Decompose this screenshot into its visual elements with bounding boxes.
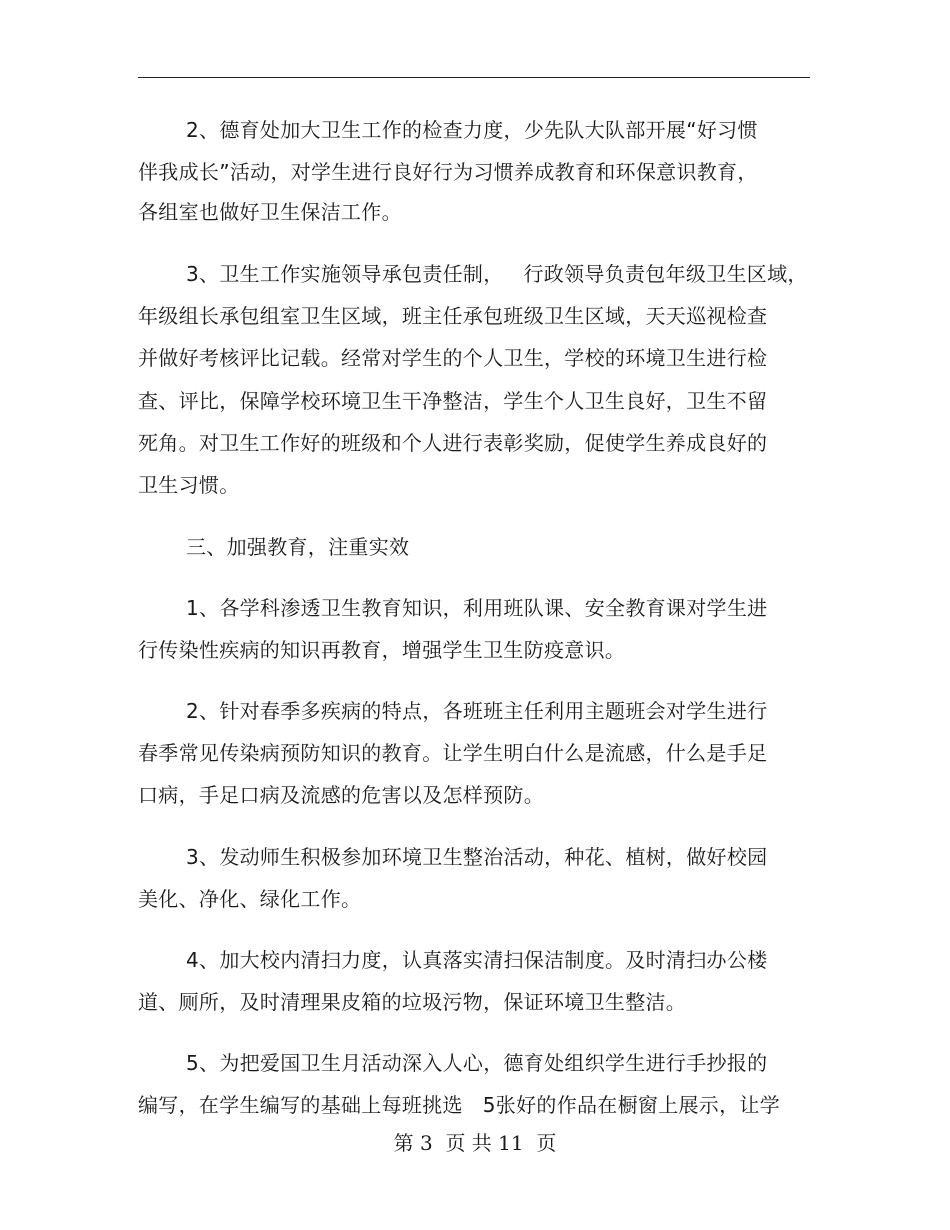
text-line: 1、各学科渗透卫生教育知识，利用班队课、安全教育课对学生进 (186, 596, 768, 620)
text-line: 口病，手足口病及流感的危害以及怎样预防。 (138, 783, 544, 807)
text-line: 2、德育处加大卫生工作的检查力度，少先队大队部开展“好习惯 (186, 118, 758, 142)
text-line: 2、针对春季多疾病的特点，各班班主任利用主题班会对学生进行 (186, 699, 768, 723)
text-line: 年级组长承包组室卫生区域，班主任承包班级卫生区域，天天巡视检查 (138, 304, 768, 328)
header-rule (138, 77, 810, 78)
text-line: 并做好考核评比记载。经常对学生的个人卫生，学校的环境卫生进行检 (138, 346, 768, 370)
text-line: 死角。对卫生工作好的班级和个人进行表彰奖励，促使学生养成良好的 (138, 431, 768, 455)
text-line: 查、评比，保障学校环境卫生干净整洁，学生个人卫生良好，卫生不留 (138, 389, 768, 413)
text-line: 道、厕所，及时清理果皮箱的垃圾污物，保证环境卫生整洁。 (138, 990, 687, 1014)
text-line: 行传染性疾病的知识再教育，增强学生卫生防疫意识。 (138, 638, 626, 662)
text-line: 春季常见传染病预防知识的教育。让学生明白什么是流感，什么是手足 (138, 741, 768, 765)
text-line: 3、发动师生积极参加环境卫生整治活动，种花、植树，做好校园 (186, 845, 768, 869)
section-heading: 三、加强教育，注重实效 (186, 535, 410, 559)
text-line: 5、为把爱国卫生月活动深入人心，德育处组织学生进行手抄报的 (186, 1051, 768, 1075)
text-line: 4、加大校内清扫力度，认真落实清扫保洁制度。及时清扫办公楼 (186, 948, 768, 972)
text-line: 伴我成长”活动，对学生进行良好行为习惯养成教育和环保意识教育， (138, 160, 758, 184)
text-line: 3、卫生工作实施领导承包责任制， 行政领导负责包年级卫生区域， (186, 262, 808, 286)
page-number: 第 3 页 共 11 页 (393, 1131, 557, 1155)
text-line: 各组室也做好卫生保洁工作。 (138, 200, 402, 224)
text-line: 卫生习惯。 (138, 473, 240, 497)
text-line: 美化、净化、绿化工作。 (138, 887, 362, 911)
text-line: 编写，在学生编写的基础上每班挑选 5张好的作品在橱窗上展示，让学 (138, 1093, 780, 1117)
